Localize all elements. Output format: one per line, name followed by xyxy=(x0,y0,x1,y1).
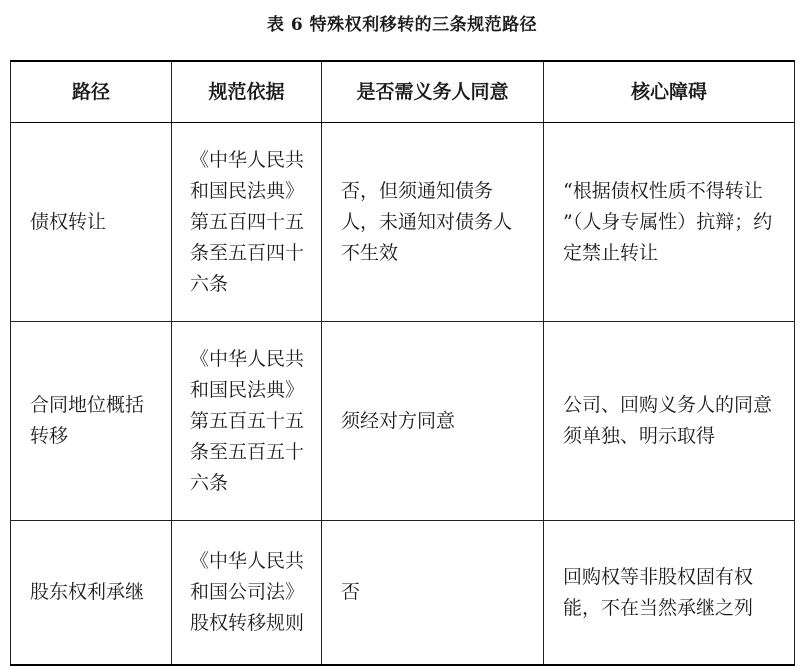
cell-basis: 《中华人民共和国公司法》股权转移规则 xyxy=(172,521,322,666)
cell-consent: 须经对方同意 xyxy=(322,322,544,521)
cell-basis: 《中华人民共和国民法典》第五百四十五条至五百四十六条 xyxy=(172,123,322,322)
transfer-paths-table xyxy=(10,60,795,666)
cell-consent: 否 xyxy=(322,521,544,666)
cell-path: 股东权利承继 xyxy=(11,521,172,666)
cell-obstacle: 回购权等非股权固有权能，不在当然承继之列 xyxy=(544,521,795,666)
table-row xyxy=(11,123,795,322)
header-basis: 规范依据 xyxy=(172,61,322,123)
cell-path: 合同地位概括转移 xyxy=(11,322,172,521)
table-row xyxy=(11,521,795,666)
header-path: 路径 xyxy=(11,61,172,123)
header-consent: 是否需义务人同意 xyxy=(322,61,544,123)
cell-obstacle: 公司、回购义务人的同意须单独、明示取得 xyxy=(544,322,795,521)
table-row xyxy=(11,322,795,521)
cell-consent: 否，但须通知债务人，未通知对债务人不生效 xyxy=(322,123,544,322)
cell-basis: 《中华人民共和国民法典》第五百五十五条至五百五十六条 xyxy=(172,322,322,521)
cell-path: 债权转让 xyxy=(11,123,172,322)
table-caption: 表 6 特殊权利移转的三条规范路径 xyxy=(266,15,538,35)
cell-obstacle: “根据债权性质不得转让 ”（人身专属性）抗辩；约定禁止转让 xyxy=(544,123,795,322)
table-header-row xyxy=(11,61,795,123)
header-obstacle: 核心障碍 xyxy=(544,61,795,123)
